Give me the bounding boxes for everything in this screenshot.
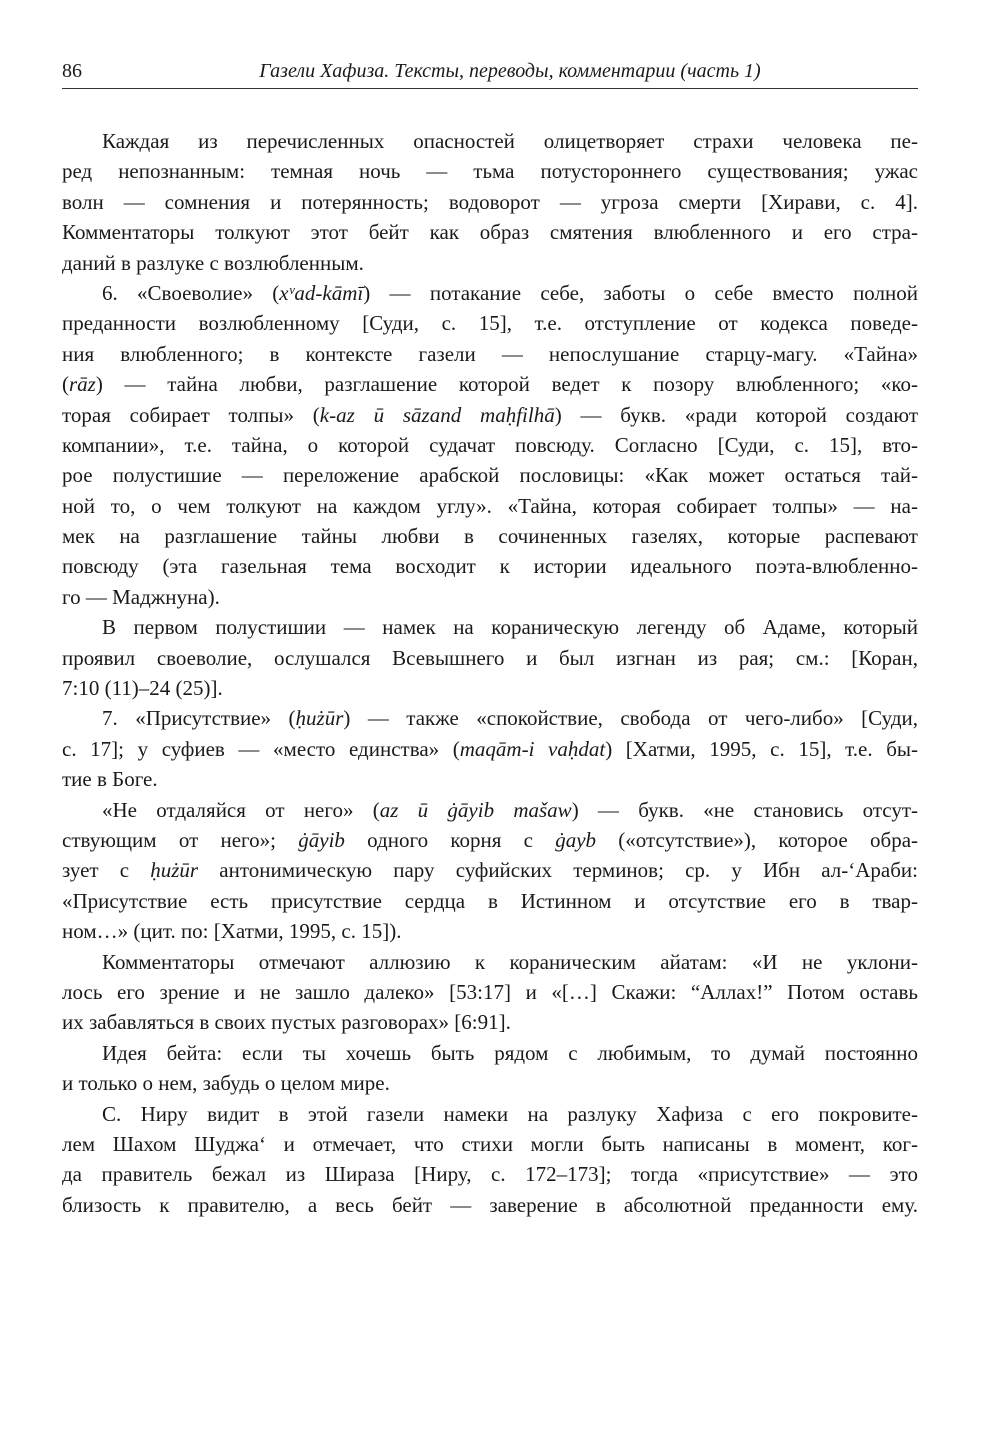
text-segment: ствующим от него»;: [62, 827, 299, 852]
text-line: [62, 612, 918, 642]
text-segment: ) — букв. «не становись отсут-: [571, 797, 919, 822]
text-segment: да правитель бежал из Шираза [Ниру, с. 172–173]; тогда «присутствие» — это: [62, 1162, 918, 1187]
text-line: [62, 795, 918, 825]
text-segment: ) — букв. «ради которой создают: [554, 402, 919, 427]
transliteration: maqām-i vaḥdat: [459, 736, 606, 761]
text-segment: их забавляться в своих пустых разговорах» [6:91].: [62, 1010, 511, 1035]
text-segment: торая собирает толпы» (: [62, 402, 320, 427]
text-segment: ном…» (цит. по: [Хатми, 1995, с. 15]).: [62, 919, 402, 944]
transliteration: az ū ġāyib mašaw: [379, 797, 572, 822]
text-line: [62, 1068, 918, 1098]
transliteration: xᵛad-kāmī: [279, 280, 364, 305]
text-segment: «Присутствие есть присутствие сердца в Истинном и отсутствие его в твар-: [62, 888, 918, 913]
text-line: [62, 1007, 918, 1037]
text-line: [62, 947, 918, 977]
body-text: [62, 126, 918, 1220]
text-line: [62, 886, 918, 916]
text-line: [62, 400, 918, 430]
paragraph: [62, 278, 918, 612]
text-segment: повсюду (эта газельная тема восходит к истории идеального поэта-влюбленно-: [62, 554, 918, 579]
text-segment: 7:10 (11)–24 (25)].: [62, 676, 223, 701]
text-line: [62, 1190, 918, 1220]
text-line: [62, 308, 918, 338]
text-segment: ной то, о чем толкуют на каждом углу». «Тайна, которая собирает толпы» — на-: [62, 493, 918, 518]
text-line: [62, 551, 918, 581]
text-segment: (: [62, 372, 69, 397]
text-line: [62, 855, 918, 885]
text-segment: го — Маджнуна).: [62, 584, 220, 609]
text-segment: ) — тайна любви, разглашение которой ведет к позору влюбленного; «ко-: [95, 372, 918, 397]
text-line: [62, 521, 918, 551]
paragraph: [62, 947, 918, 1038]
text-segment: преданности возлюбленному [Суди, с. 15], т.е. отступление от кодекса поведе-: [62, 311, 918, 336]
text-line: [62, 126, 918, 156]
text-segment: проявил своеволие, ослушался Всевышнего и был изгнан из рая; см.: [Коран,: [62, 645, 918, 670]
text-line: [62, 977, 918, 1007]
text-segment: и только о нем, забудь о целом мире.: [62, 1071, 390, 1096]
paragraph: [62, 795, 918, 947]
text-segment: Идея бейта: если ты хочешь быть рядом с любимым, то думай постоянно: [102, 1040, 918, 1065]
paragraph: [62, 703, 918, 794]
transliteration: ġāyib: [298, 827, 345, 852]
text-segment: антонимическую пару суфийских терминов; ср. у Ибн ал-ʻАраби:: [198, 858, 918, 883]
text-segment: мек на разглашение тайны любви в сочиненных газелях, которые распевают: [62, 524, 918, 549]
paragraph: [62, 1099, 918, 1221]
text-line: [62, 339, 918, 369]
text-line: [62, 1159, 918, 1189]
transliteration: ḥużūr: [150, 858, 199, 883]
text-line: [62, 278, 918, 308]
text-segment: 7. «Присутствие» (: [102, 706, 296, 731]
text-segment: с. 17]; у суфиев — «место единства» (: [62, 736, 460, 761]
text-segment: С. Ниру видит в этой газели намеки на разлуку Хафиза с его покровите-: [102, 1101, 918, 1126]
text-segment: В первом полустишии — намек на кораническую легенду об Адаме, который: [102, 615, 918, 640]
text-segment: ) [Хатми, 1995, с. 15], т.е. бы-: [605, 736, 918, 761]
text-line: [62, 187, 918, 217]
page-number: 86: [62, 60, 82, 82]
text-line: [62, 1038, 918, 1068]
transliteration: ḥużūr: [295, 706, 344, 731]
running-title: Газели Хафиза. Тексты, переводы, комментарии (часть 1): [259, 60, 761, 82]
text-line: [62, 643, 918, 673]
text-line: [62, 764, 918, 794]
text-segment: ред непознанным: темная ночь — тьма потустороннего существования; ужас: [62, 159, 918, 184]
text-segment: «Не отдаляйся от него» (: [102, 797, 380, 822]
text-segment: тие в Боге.: [62, 767, 158, 792]
text-segment: близость к правителю, а весь бейт — заверение в абсолютной преданности ему.: [62, 1192, 918, 1217]
text-line: [62, 217, 918, 247]
text-segment: ) — также «спокойствие, свобода от чего-либо» [Суди,: [343, 706, 918, 731]
paragraph: [62, 612, 918, 703]
text-segment: 6. «Своеволие» (: [102, 280, 280, 305]
text-line: [62, 1099, 918, 1129]
text-line: [62, 491, 918, 521]
text-segment: лось его зрение и не зашло далеко» [53:17] и «[…] Скажи: “Аллах!” Потом оставь: [62, 979, 918, 1004]
text-segment: зует с: [62, 858, 151, 883]
transliteration: rāz: [69, 372, 96, 397]
running-header: [62, 58, 918, 89]
text-segment: Комментаторы отмечают аллюзию к кораническим айатам: «И не уклони-: [102, 949, 918, 974]
text-line: [62, 460, 918, 490]
transliteration: ġayb: [555, 827, 597, 852]
transliteration: k-az ū sāzand maḥfilhā: [319, 402, 555, 427]
text-segment: Каждая из перечисленных опасностей олицетворяет страхи человека пе-: [102, 129, 918, 153]
text-line: [62, 916, 918, 946]
text-segment: («отсутствие»), которое обра-: [596, 827, 919, 852]
text-segment: одного корня с: [344, 827, 556, 852]
text-line: [62, 1129, 918, 1159]
text-segment: ния влюбленного; в контексте газели — непослушание старцу-магу. «Тайна»: [62, 341, 918, 366]
text-line: [62, 430, 918, 460]
text-line: [62, 703, 918, 733]
text-line: [62, 582, 918, 612]
text-line: [62, 156, 918, 186]
text-segment: ) — потакание себе, заботы о себе вместо полной: [363, 280, 918, 305]
text-segment: лем Шахом Шуджаʻ и отмечает, что стихи могли быть написаны в момент, ког-: [62, 1131, 918, 1156]
text-line: [62, 369, 918, 399]
text-line: [62, 673, 918, 703]
text-segment: даний в разлуке с возлюбленным.: [62, 250, 364, 275]
text-line: [62, 248, 918, 278]
text-segment: Комментаторы толкуют этот бейт как образ смятения влюбленного и его стра-: [62, 220, 918, 245]
text-segment: волн — сомнения и потерянность; водоворот — угроза смерти [Хирави, с. 4].: [62, 189, 918, 214]
paragraph: [62, 1038, 918, 1099]
text-line: [62, 825, 918, 855]
paragraph: [62, 126, 918, 278]
text-segment: рое полустишие — переложение арабской пословицы: «Как может остаться тай-: [62, 463, 918, 488]
text-segment: компании», т.е. тайна, о которой судачат повсюду. Согласно [Суди, с. 15], вто-: [62, 432, 918, 457]
text-line: [62, 734, 918, 764]
